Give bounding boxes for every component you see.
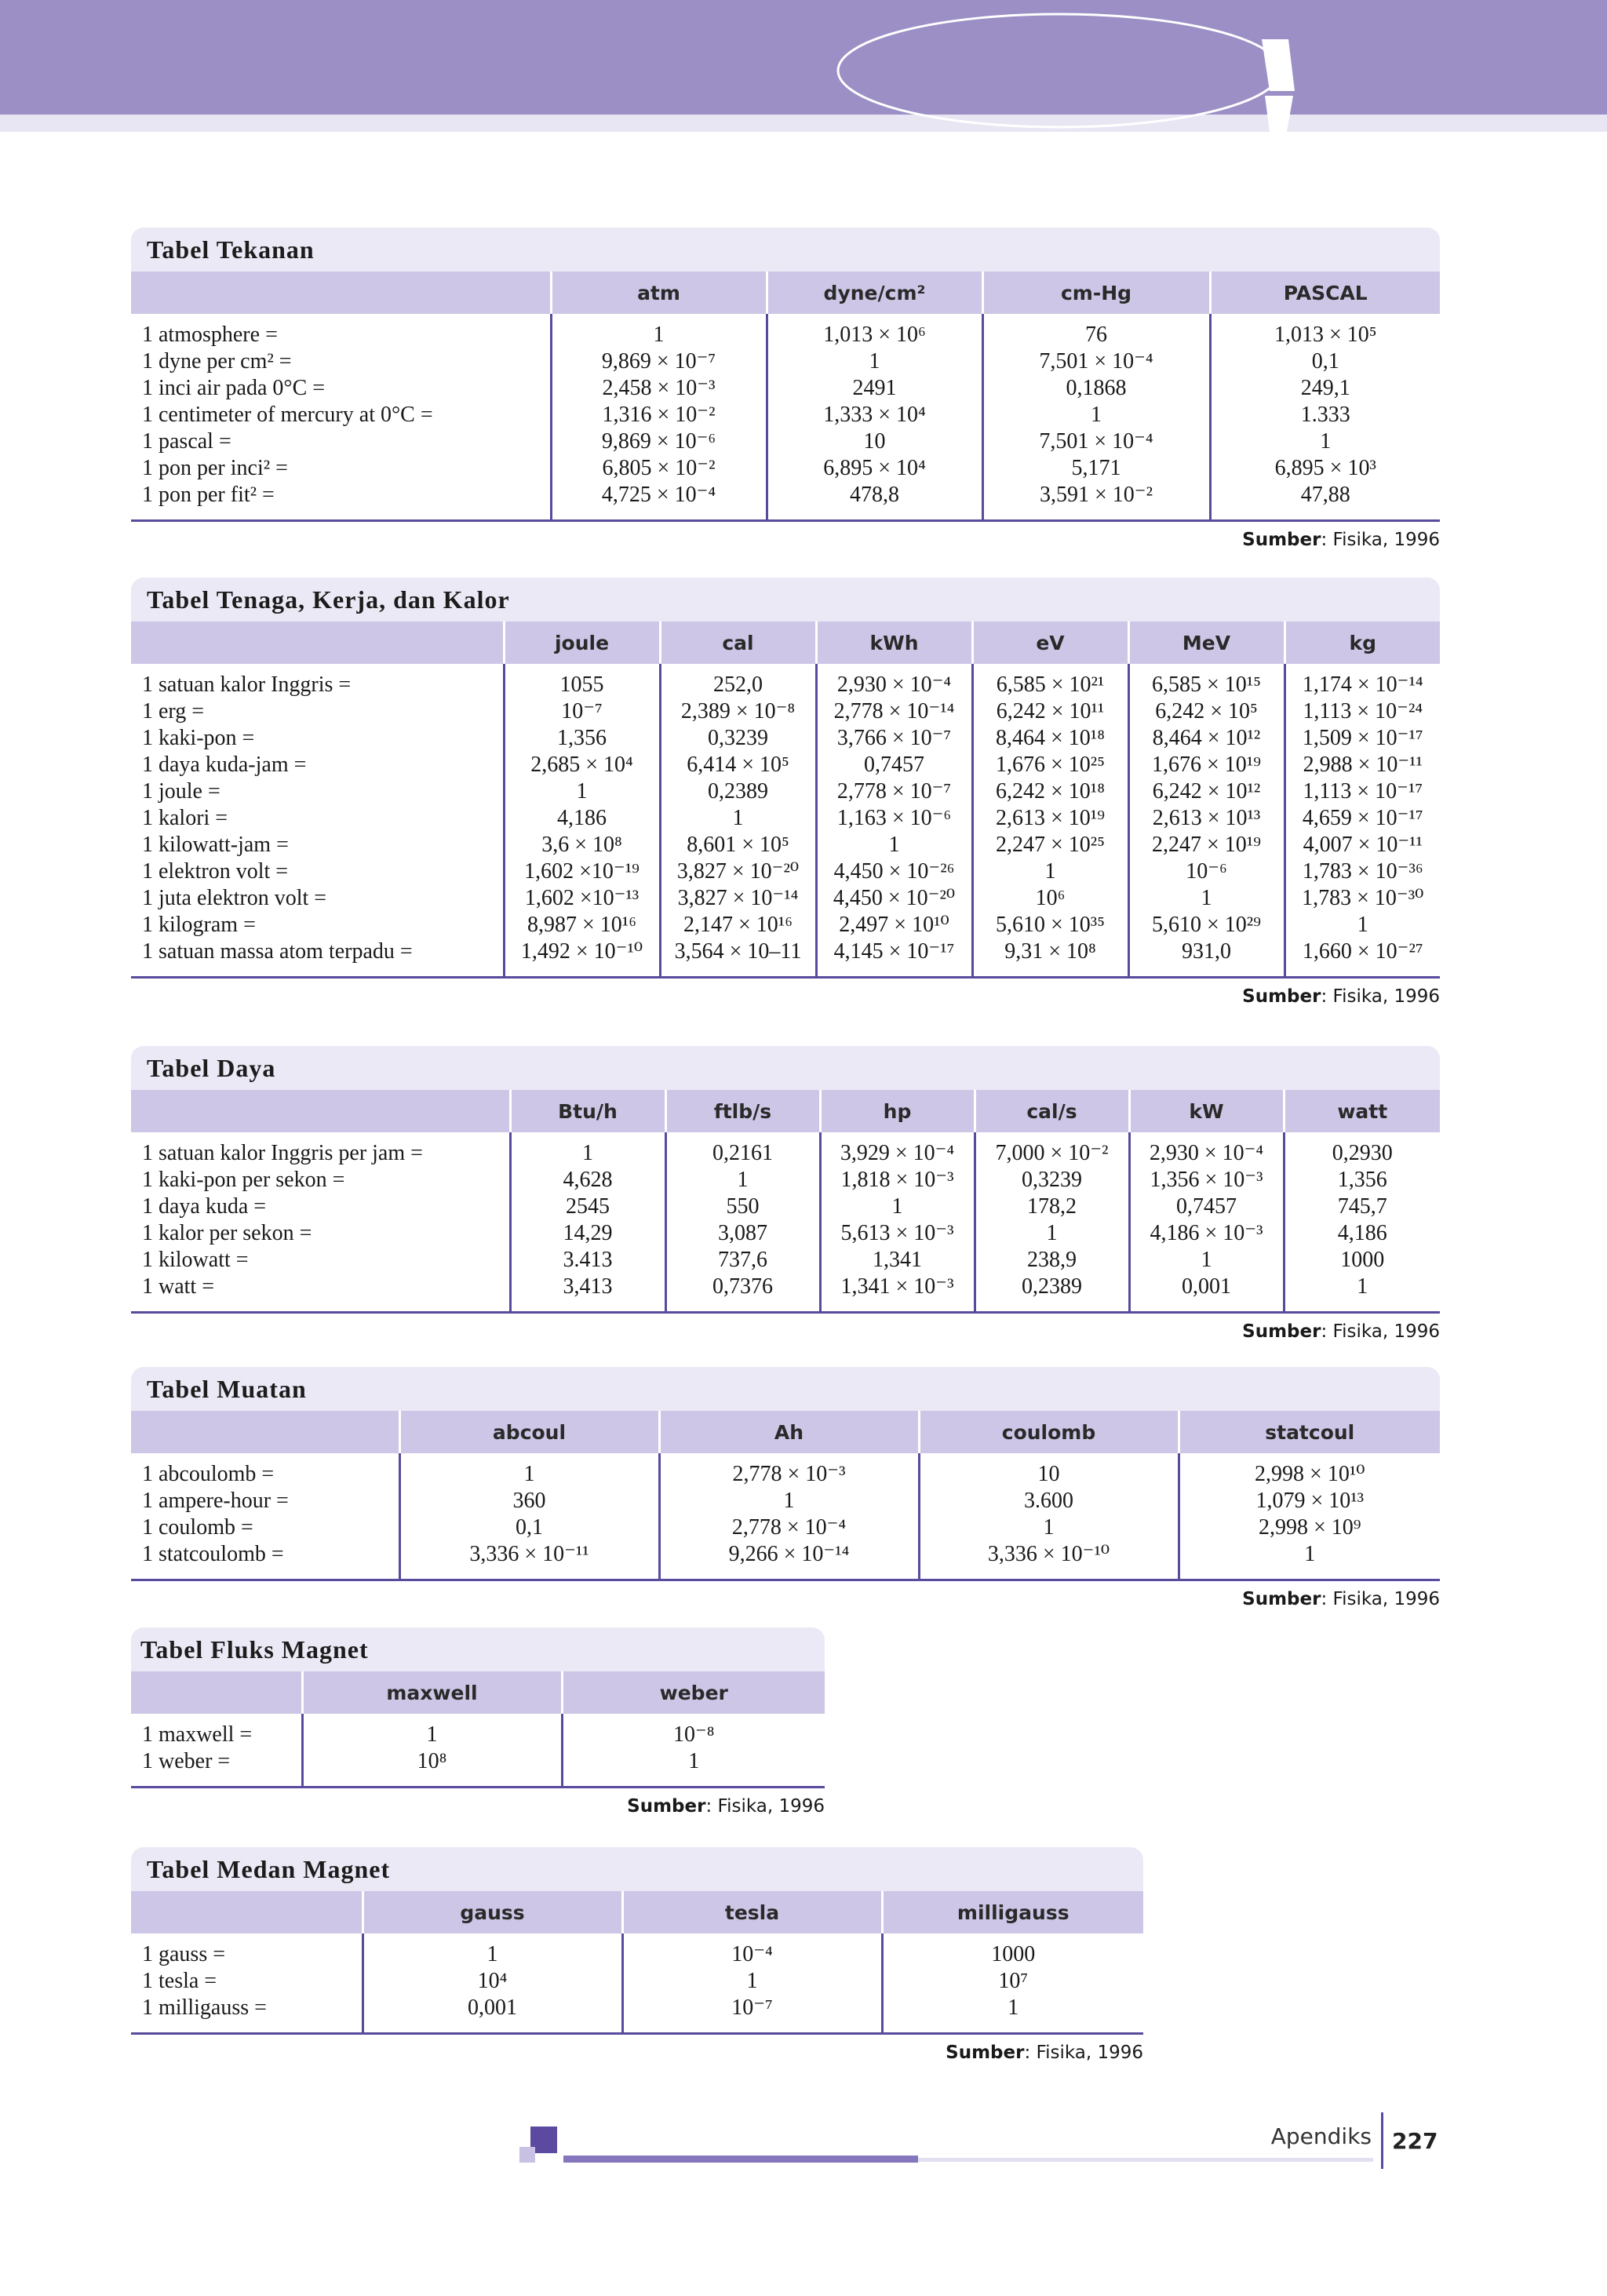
column-header: weber — [562, 1671, 825, 1714]
table-cell: 1 — [1179, 1541, 1440, 1580]
table-cell: 249,1 — [1210, 375, 1440, 402]
table-cell: 3,413 — [510, 1274, 665, 1313]
table-cell: 7,501 × 10⁻⁴ — [982, 428, 1210, 455]
table-cell: 0,2930 — [1284, 1132, 1440, 1167]
table-cell: 1,013 × 10⁵ — [1210, 314, 1440, 348]
row-label: 1 inci air pada 0°C = — [142, 376, 326, 400]
column-header: watt — [1284, 1090, 1440, 1132]
column-header: ftlb/s — [665, 1090, 820, 1132]
table-cell: 2,930 × 10⁻⁴ — [816, 664, 972, 698]
source-text: : Fisika, 1996 — [705, 1796, 825, 1817]
table-cell: 10⁻⁶ — [1128, 858, 1285, 885]
column-header: gauss — [363, 1891, 622, 1933]
row-label: 1 abcoulomb = — [142, 1462, 275, 1486]
table-cell: 1,676 × 10²⁵ — [972, 752, 1128, 778]
table-cell: 3.600 — [919, 1488, 1179, 1514]
column-header: tesla — [622, 1891, 882, 1933]
table-cell: 1 — [622, 1968, 882, 1995]
table-cell: 252,0 — [660, 664, 816, 698]
table-cell: 4,186 — [1284, 1220, 1440, 1247]
conversion-table — [131, 621, 1440, 979]
row-label: 1 daya kuda = — [142, 1194, 267, 1219]
table-cell: 3,336 × 10⁻¹⁰ — [919, 1541, 1179, 1580]
table-cell: 8,464 × 10¹⁸ — [972, 725, 1128, 752]
column-header: joule — [504, 621, 660, 664]
table-cell: 10 — [919, 1453, 1179, 1488]
table-cell: 4,186 × 10⁻³ — [1129, 1220, 1284, 1247]
table-cell: 2,998 × 10⁹ — [1179, 1514, 1440, 1541]
conversion-table — [131, 1891, 1143, 2035]
table-row — [131, 805, 1440, 832]
table-section-daya — [131, 1046, 1440, 1342]
row-label: 1 erg = — [142, 699, 205, 723]
table-row — [131, 698, 1440, 725]
table-cell: 1,316 × 10⁻² — [551, 402, 767, 428]
table-cell: 2545 — [510, 1194, 665, 1220]
table-row — [131, 858, 1440, 885]
column-header: cal/s — [975, 1090, 1129, 1132]
table-cell: 2,778 × 10⁻⁴ — [659, 1514, 919, 1541]
table-section-tenaga — [131, 578, 1440, 1007]
table-cell: 2,458 × 10⁻³ — [551, 375, 767, 402]
table-cell: 0,001 — [1129, 1274, 1284, 1313]
table-cell: 1,079 × 10¹³ — [1179, 1488, 1440, 1514]
table-cell: 0,3239 — [660, 725, 816, 752]
table-cell: 3,564 × 10–11 — [660, 938, 816, 978]
table-cell: 1,818 × 10⁻³ — [820, 1167, 975, 1194]
table-cell: 1 — [562, 1748, 825, 1788]
table-cell: 10⁻⁸ — [562, 1714, 825, 1748]
table-row — [131, 938, 1440, 978]
table-cell: 1,783 × 10⁻³⁶ — [1285, 858, 1440, 885]
column-header: coulomb — [919, 1411, 1179, 1453]
table-cell: 1 — [399, 1453, 659, 1488]
table-cell: 0,2161 — [665, 1132, 820, 1167]
source-text: : Fisika, 1996 — [1321, 986, 1440, 1007]
table-cell: 4,628 — [510, 1167, 665, 1194]
source-note — [131, 1589, 1440, 1609]
column-header: statcoul — [1179, 1411, 1440, 1453]
table-cell: 1,660 × 10⁻²⁷ — [1285, 938, 1440, 978]
footer-square-light — [519, 2147, 535, 2163]
table-cell: 1 — [972, 858, 1128, 885]
table-title: Tabel Daya — [131, 1046, 1440, 1090]
footer-bar — [563, 2156, 918, 2163]
table-cell: 9,869 × 10⁻⁶ — [551, 428, 767, 455]
column-header: cm-Hg — [982, 272, 1210, 314]
source-note — [131, 1321, 1440, 1342]
table-row — [131, 314, 1440, 348]
table-cell: 6,242 × 10⁵ — [1128, 698, 1285, 725]
table-row — [131, 1167, 1440, 1194]
table-cell: 1 — [982, 402, 1210, 428]
table-cell: 1,333 × 10⁴ — [767, 402, 982, 428]
table-cell: 2,613 × 10¹⁹ — [972, 805, 1128, 832]
conversion-table — [131, 1671, 825, 1788]
table-cell: 1 — [551, 314, 767, 348]
table-row — [131, 1748, 825, 1788]
column-header: eV — [972, 621, 1128, 664]
table-cell: 1 — [1284, 1274, 1440, 1313]
table-cell: 3,087 — [665, 1220, 820, 1247]
table-cell: 360 — [399, 1488, 659, 1514]
source-label: Sumber — [627, 1796, 706, 1817]
table-cell: 1,356 × 10⁻³ — [1129, 1167, 1284, 1194]
row-label: 1 juta elektron volt = — [142, 886, 327, 910]
table-row — [131, 1968, 1143, 1995]
footer-separator — [1381, 2112, 1383, 2169]
table-cell: 1,492 × 10⁻¹⁰ — [504, 938, 660, 978]
footer-bar-light — [918, 2158, 1373, 2162]
table-title: Tabel Muatan — [131, 1367, 1440, 1411]
table-cell: 6,585 × 10¹⁵ — [1128, 664, 1285, 698]
row-label: 1 satuan kalor Inggris per jam = — [142, 1141, 423, 1165]
table-cell: 4,145 × 10⁻¹⁷ — [816, 938, 972, 978]
table-cell: 7,501 × 10⁻⁴ — [982, 348, 1210, 375]
column-header-blank — [131, 621, 504, 664]
table-cell: 1 — [919, 1514, 1179, 1541]
column-header: PASCAL — [1210, 272, 1440, 314]
table-cell: 8,601 × 10⁵ — [660, 832, 816, 858]
table-row — [131, 455, 1440, 482]
table-cell: 10⁷ — [882, 1968, 1143, 1995]
table-cell: 2,389 × 10⁻⁸ — [660, 698, 816, 725]
table-cell: 1 — [1128, 885, 1285, 912]
table-title: Tabel Tekanan — [131, 228, 1440, 272]
column-header: milligauss — [882, 1891, 1143, 1933]
table-cell: 0,001 — [363, 1995, 622, 2034]
table-cell: 2,778 × 10⁻³ — [659, 1453, 919, 1488]
table-row — [131, 375, 1440, 402]
table-cell: 4,450 × 10⁻²⁶ — [816, 858, 972, 885]
table-cell: 1,783 × 10⁻³⁰ — [1285, 885, 1440, 912]
row-label: 1 kaki-pon = — [142, 726, 255, 750]
table-cell: 2,778 × 10⁻⁷ — [816, 778, 972, 805]
source-text: : Fisika, 1996 — [1321, 1589, 1440, 1609]
column-header: kg — [1285, 621, 1440, 664]
column-header-blank — [131, 1411, 399, 1453]
source-label: Sumber — [1242, 1321, 1321, 1342]
column-header: kW — [1129, 1090, 1284, 1132]
table-cell: 1 — [665, 1167, 820, 1194]
table-cell: 1,113 × 10⁻²⁴ — [1285, 698, 1440, 725]
table-cell: 1,341 × 10⁻³ — [820, 1274, 975, 1313]
table-row — [131, 1541, 1440, 1580]
column-header: cal — [660, 621, 816, 664]
conversion-table — [131, 1090, 1440, 1314]
column-header: maxwell — [302, 1671, 562, 1714]
column-header: abcoul — [399, 1411, 659, 1453]
table-row — [131, 1995, 1143, 2034]
table-cell: 1 — [882, 1995, 1143, 2034]
table-cell: 4,007 × 10⁻¹¹ — [1285, 832, 1440, 858]
table-row — [131, 1274, 1440, 1313]
table-cell: 2,497 × 10¹⁰ — [816, 912, 972, 938]
row-label: 1 kalor per sekon = — [142, 1221, 312, 1245]
table-cell: 1 — [975, 1220, 1129, 1247]
table-cell: 3,766 × 10⁻⁷ — [816, 725, 972, 752]
row-label: 1 watt = — [142, 1274, 214, 1299]
source-label: Sumber — [1242, 530, 1321, 550]
table-cell: 0,2389 — [975, 1274, 1129, 1313]
source-note — [131, 1796, 825, 1817]
table-cell: 9,869 × 10⁻⁷ — [551, 348, 767, 375]
row-label: 1 milligauss = — [142, 1995, 267, 2020]
source-label: Sumber — [1242, 1589, 1321, 1609]
source-note — [131, 2043, 1143, 2063]
table-cell: 10⁻⁴ — [622, 1933, 882, 1968]
table-cell: 0,1868 — [982, 375, 1210, 402]
table-row — [131, 482, 1440, 521]
table-cell: 3,827 × 10⁻²⁰ — [660, 858, 816, 885]
table-cell: 1,509 × 10⁻¹⁷ — [1285, 725, 1440, 752]
row-label: 1 pon per inci² = — [142, 456, 288, 480]
table-cell: 5,610 × 10²⁹ — [1128, 912, 1285, 938]
table-cell: 5,610 × 10³⁵ — [972, 912, 1128, 938]
table-row — [131, 1514, 1440, 1541]
table-cell: 1,341 — [820, 1247, 975, 1274]
table-cell: 7,000 × 10⁻² — [975, 1132, 1129, 1167]
table-row — [131, 664, 1440, 698]
row-label: 1 pon per fit² = — [142, 483, 275, 507]
table-row — [131, 885, 1440, 912]
table-cell: 1,163 × 10⁻⁶ — [816, 805, 972, 832]
row-label: 1 coulomb = — [142, 1515, 253, 1540]
source-text: : Fisika, 1996 — [1321, 530, 1440, 550]
table-cell: 1,174 × 10⁻¹⁴ — [1285, 664, 1440, 698]
table-section-muatan — [131, 1367, 1440, 1609]
source-note — [131, 986, 1440, 1007]
table-cell: 2,998 × 10¹⁰ — [1179, 1453, 1440, 1488]
table-cell: 9,266 × 10⁻¹⁴ — [659, 1541, 919, 1580]
table-cell: 6,414 × 10⁵ — [660, 752, 816, 778]
table-cell: 1,356 — [504, 725, 660, 752]
table-cell: 1,113 × 10⁻¹⁷ — [1285, 778, 1440, 805]
column-header: MeV — [1128, 621, 1285, 664]
conversion-table — [131, 272, 1440, 522]
table-row — [131, 1488, 1440, 1514]
column-header: Btu/h — [510, 1090, 665, 1132]
table-row — [131, 1453, 1440, 1488]
table-cell: 1000 — [1284, 1247, 1440, 1274]
row-label: 1 kilowatt = — [142, 1248, 249, 1272]
table-row — [131, 1194, 1440, 1220]
row-label: 1 gauss = — [142, 1942, 226, 1966]
table-cell: 1 — [302, 1714, 562, 1748]
table-cell: 478,8 — [767, 482, 982, 521]
table-row — [131, 1933, 1143, 1968]
header-ornament — [0, 0, 1607, 141]
table-cell: 1055 — [504, 664, 660, 698]
row-label: 1 kaki-pon per sekon = — [142, 1168, 345, 1192]
table-cell: 10⁸ — [302, 1748, 562, 1788]
table-cell: 10⁻⁷ — [504, 698, 660, 725]
table-section-medan — [131, 1847, 1143, 2063]
table-cell: 10⁻⁷ — [622, 1995, 882, 2034]
row-label: 1 tesla = — [142, 1969, 217, 1993]
table-cell: 1 — [659, 1488, 919, 1514]
table-row — [131, 1132, 1440, 1167]
table-cell: 5,171 — [982, 455, 1210, 482]
table-cell: 4,725 × 10⁻⁴ — [551, 482, 767, 521]
table-cell: 9,31 × 10⁸ — [972, 938, 1128, 978]
table-cell: 1 — [1129, 1247, 1284, 1274]
table-cell: 1 — [660, 805, 816, 832]
table-cell: 2,613 × 10¹³ — [1128, 805, 1285, 832]
source-text: : Fisika, 1996 — [1024, 2043, 1143, 2063]
row-label: 1 satuan kalor Inggris = — [142, 672, 352, 697]
footer-section-label: Apendiks — [1270, 2123, 1372, 2149]
row-label: 1 elektron volt = — [142, 859, 289, 884]
table-title: Tabel Tenaga, Kerja, dan Kalor — [131, 578, 1440, 621]
table-section-fluks — [131, 1627, 825, 1817]
source-note — [131, 530, 1440, 550]
row-label: 1 joule = — [142, 779, 220, 804]
row-label: 1 ampere-hour = — [142, 1489, 289, 1513]
column-header: hp — [820, 1090, 975, 1132]
column-header: Ah — [659, 1411, 919, 1453]
table-cell: 4,450 × 10⁻²⁰ — [816, 885, 972, 912]
source-label: Sumber — [1242, 986, 1321, 1007]
table-cell: 1 — [1210, 428, 1440, 455]
row-label: 1 kalori = — [142, 806, 228, 830]
table-row — [131, 348, 1440, 375]
table-cell: 10⁴ — [363, 1968, 622, 1995]
table-cell: 1 — [816, 832, 972, 858]
table-cell: 6,242 × 10¹⁸ — [972, 778, 1128, 805]
table-section-tekanan — [131, 228, 1440, 550]
table-cell: 1 — [504, 778, 660, 805]
table-row — [131, 725, 1440, 752]
table-cell: 3,827 × 10⁻¹⁴ — [660, 885, 816, 912]
row-label: 1 atmosphere = — [142, 323, 278, 347]
table-cell: 4,186 — [504, 805, 660, 832]
table-cell: 76 — [982, 314, 1210, 348]
table-title: Tabel Medan Magnet — [131, 1847, 1143, 1891]
table-cell: 1 — [767, 348, 982, 375]
table-cell: 2,930 × 10⁻⁴ — [1129, 1132, 1284, 1167]
table-cell: 1,013 × 10⁶ — [767, 314, 982, 348]
source-label: Sumber — [946, 2043, 1025, 2063]
table-row — [131, 1714, 825, 1748]
table-cell: 2,778 × 10⁻¹⁴ — [816, 698, 972, 725]
row-label: 1 satuan massa atom terpadu = — [142, 939, 413, 964]
column-header-blank — [131, 272, 551, 314]
table-cell: 6,585 × 10²¹ — [972, 664, 1128, 698]
table-cell: 0,3239 — [975, 1167, 1129, 1194]
table-cell: 1 — [1285, 912, 1440, 938]
table-cell: 3,929 × 10⁻⁴ — [820, 1132, 975, 1167]
column-header-blank — [131, 1090, 510, 1132]
table-cell: 1 — [820, 1194, 975, 1220]
table-cell: 10 — [767, 428, 982, 455]
column-header: dyne/cm² — [767, 272, 982, 314]
table-cell: 3,6 × 10⁸ — [504, 832, 660, 858]
table-cell: 10⁶ — [972, 885, 1128, 912]
table-cell: 0,1 — [399, 1514, 659, 1541]
row-label: 1 centimeter of mercury at 0°C = — [142, 403, 433, 427]
table-cell: 1,602 ×10⁻¹³ — [504, 885, 660, 912]
table-cell: 2,247 × 10²⁵ — [972, 832, 1128, 858]
table-cell: 1 — [363, 1933, 622, 1968]
table-row — [131, 778, 1440, 805]
row-label: 1 kilowatt-jam = — [142, 833, 289, 857]
table-cell: 14,29 — [510, 1220, 665, 1247]
column-header: kWh — [816, 621, 972, 664]
row-label: 1 maxwell = — [142, 1722, 253, 1747]
table-cell: 6,895 × 10⁴ — [767, 455, 982, 482]
table-row — [131, 402, 1440, 428]
row-label: 1 daya kuda-jam = — [142, 753, 307, 777]
table-cell: 1.333 — [1210, 402, 1440, 428]
table-cell: 0,1 — [1210, 348, 1440, 375]
table-cell: 2491 — [767, 375, 982, 402]
page-number: 227 — [1392, 2128, 1438, 2154]
table-cell: 178,2 — [975, 1194, 1129, 1220]
conversion-table — [131, 1411, 1440, 1581]
table-cell: 0,2389 — [660, 778, 816, 805]
table-cell: 8,987 × 10¹⁶ — [504, 912, 660, 938]
table-cell: 2,147 × 10¹⁶ — [660, 912, 816, 938]
column-header: atm — [551, 272, 767, 314]
table-cell: 745,7 — [1284, 1194, 1440, 1220]
row-label: 1 kilogram = — [142, 913, 256, 937]
column-header-blank — [131, 1671, 302, 1714]
row-label: 1 weber = — [142, 1749, 231, 1773]
table-row — [131, 1247, 1440, 1274]
table-cell: 2,988 × 10⁻¹¹ — [1285, 752, 1440, 778]
row-label: 1 dyne per cm² = — [142, 349, 292, 374]
table-cell: 0,7376 — [665, 1274, 820, 1313]
table-cell: 2,685 × 10⁴ — [504, 752, 660, 778]
table-cell: 8,464 × 10¹² — [1128, 725, 1285, 752]
column-header-blank — [131, 1891, 363, 1933]
table-cell: 238,9 — [975, 1247, 1129, 1274]
table-cell: 1 — [510, 1132, 665, 1167]
table-cell: 931,0 — [1128, 938, 1285, 978]
table-cell: 3,591 × 10⁻² — [982, 482, 1210, 521]
table-cell: 6,805 × 10⁻² — [551, 455, 767, 482]
table-cell: 47,88 — [1210, 482, 1440, 521]
table-row — [131, 1220, 1440, 1247]
row-label: 1 pascal = — [142, 429, 231, 454]
table-cell: 1,356 — [1284, 1167, 1440, 1194]
table-cell: 3.413 — [510, 1247, 665, 1274]
table-cell: 0,7457 — [1129, 1194, 1284, 1220]
table-row — [131, 752, 1440, 778]
table-row — [131, 912, 1440, 938]
source-text: : Fisika, 1996 — [1321, 1321, 1440, 1342]
table-cell: 6,242 × 10¹² — [1128, 778, 1285, 805]
table-cell: 3,336 × 10⁻¹¹ — [399, 1541, 659, 1580]
table-cell: 1,676 × 10¹⁹ — [1128, 752, 1285, 778]
table-title: Tabel Fluks Magnet — [131, 1627, 825, 1671]
table-cell: 4,659 × 10⁻¹⁷ — [1285, 805, 1440, 832]
table-cell: 1,602 ×10⁻¹⁹ — [504, 858, 660, 885]
table-cell: 550 — [665, 1194, 820, 1220]
table-cell: 5,613 × 10⁻³ — [820, 1220, 975, 1247]
table-cell: 1000 — [882, 1933, 1143, 1968]
table-cell: 6,242 × 10¹¹ — [972, 698, 1128, 725]
table-cell: 6,895 × 10³ — [1210, 455, 1440, 482]
table-row — [131, 832, 1440, 858]
row-label: 1 statcoulomb = — [142, 1542, 284, 1566]
table-cell: 0,7457 — [816, 752, 972, 778]
table-row — [131, 428, 1440, 455]
table-cell: 2,247 × 10¹⁹ — [1128, 832, 1285, 858]
table-cell: 737,6 — [665, 1247, 820, 1274]
